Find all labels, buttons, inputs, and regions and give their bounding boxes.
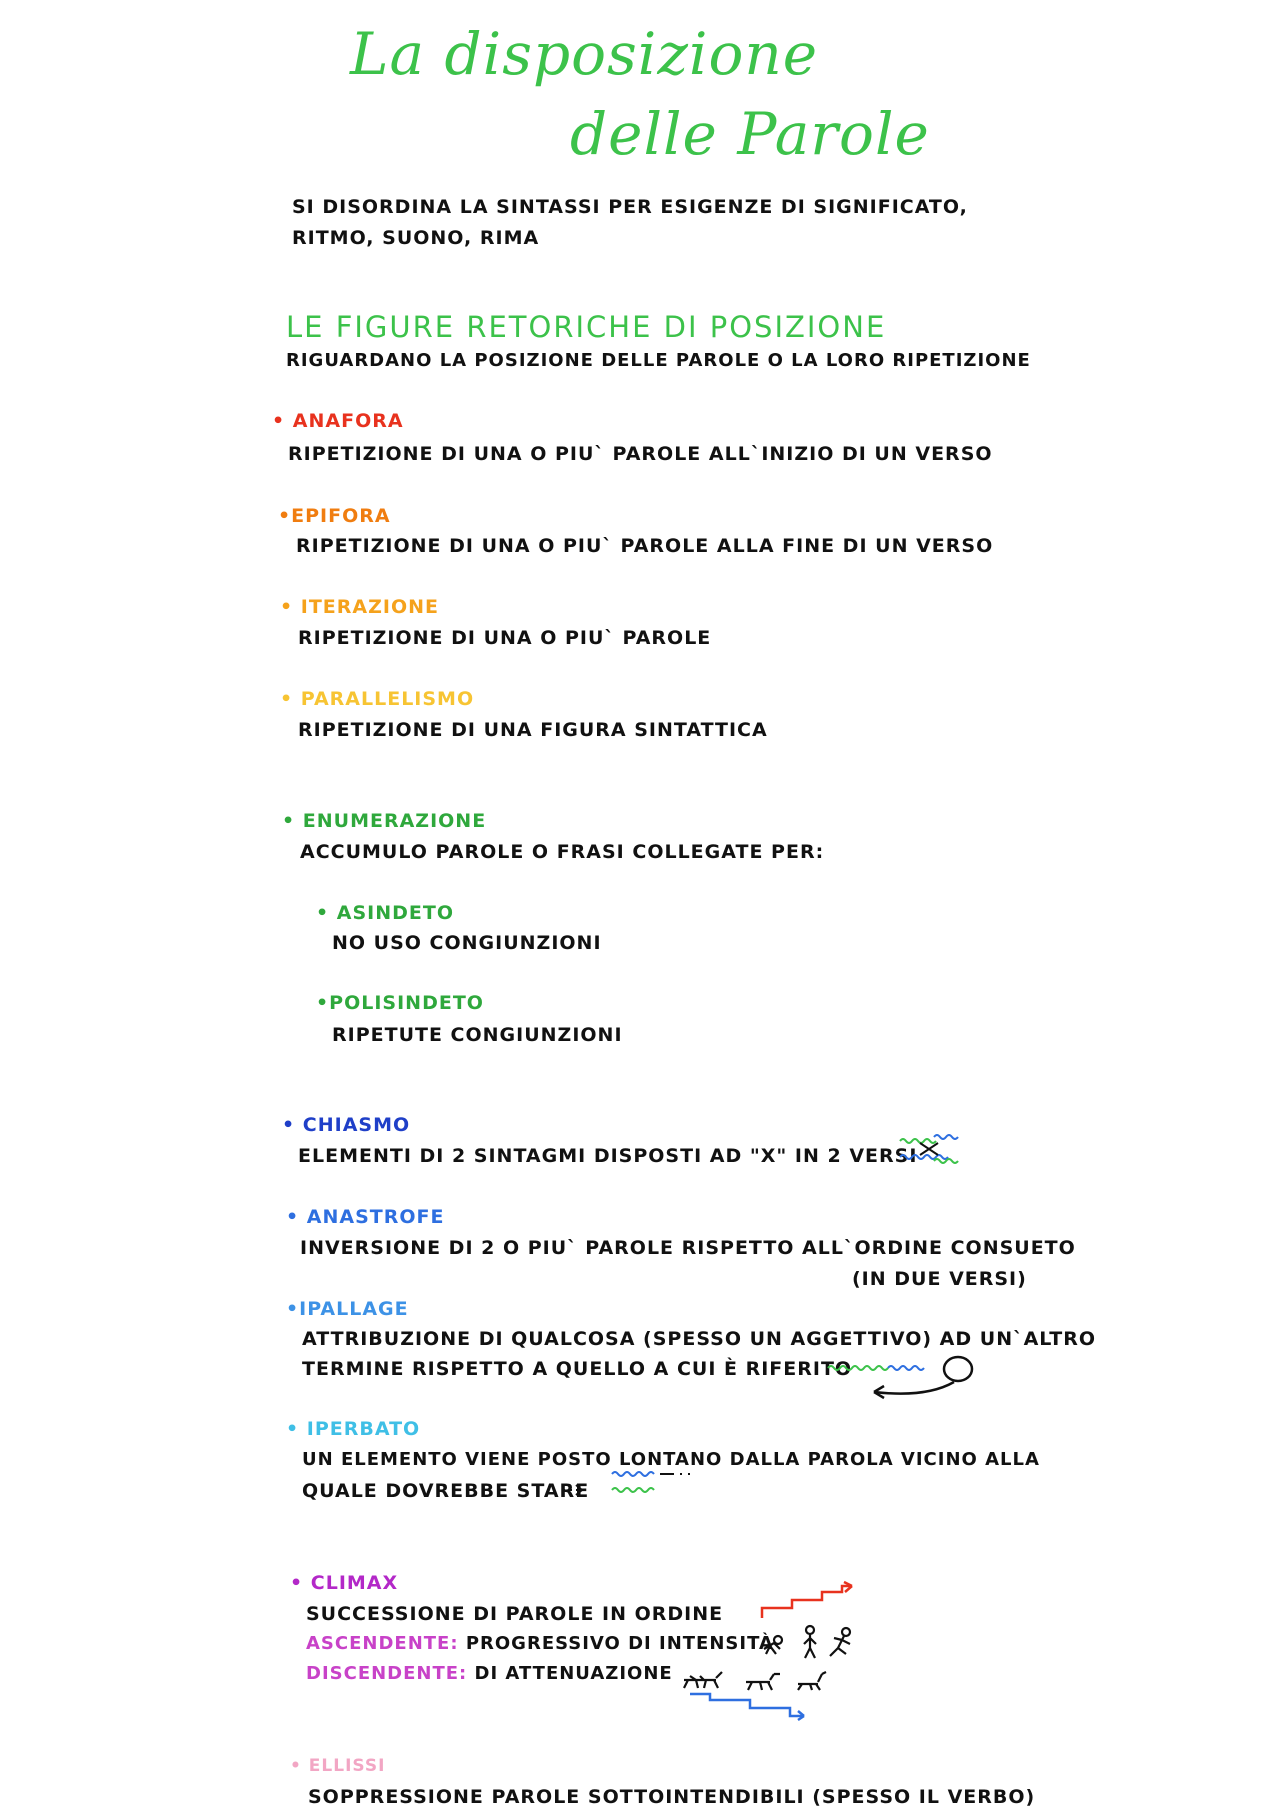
ipallage-arrow-icon <box>826 1352 976 1400</box>
anafora-desc: RIPETIZIONE DI UNA O PIU` PAROLE ALL`INIZIO DI UN VERSO <box>288 443 993 465</box>
epifora-heading <box>278 505 391 527</box>
climax-stairs-icon <box>670 1580 880 1720</box>
iperbato-desc: UN ELEMENTO VIENE POSTO LONTANO DALLA PAROLA VICINO ALLA <box>302 1449 1040 1470</box>
iperbato-name: IPERBATO <box>306 1418 421 1440</box>
enumerazione-heading <box>282 810 486 832</box>
intro-line-1: SI DISORDINA LA SINTASSI PER ESIGENZE DI SIGNIFICATO, <box>292 196 968 218</box>
ascendente-label: ASCENDENTE: <box>306 1633 459 1654</box>
bullet-dot: • <box>316 992 330 1014</box>
epifora-desc: RIPETIZIONE DI UNA O PIU` PAROLE ALLA FINE DI UN VERSO <box>296 535 994 557</box>
bullet-dot: • <box>280 688 294 710</box>
polisindeto-name: POLISINDETO <box>329 992 484 1014</box>
ellissi-name: ELLISSI <box>308 1756 386 1776</box>
chiasmo-heading <box>282 1114 410 1136</box>
discendente-label: DISCENDENTE: <box>306 1663 468 1684</box>
bullet-dot: • <box>282 1114 296 1136</box>
bullet-dot: • <box>286 1206 300 1228</box>
bullet-dot: • <box>316 902 330 924</box>
ipallage-heading <box>286 1298 409 1320</box>
ipallage-desc: ATTRIBUZIONE DI QUALCOSA (SPESSO UN AGGETTIVO) AD UN`ALTRO <box>302 1328 1096 1350</box>
bullet-dot: • <box>278 505 292 527</box>
asindeto-desc: NO USO CONGIUNZIONI <box>332 932 602 954</box>
ellissi-heading <box>290 1756 385 1776</box>
climax-name: CLIMAX <box>310 1572 399 1594</box>
ascendente-desc: PROGRESSIVO DI INTENSITÀ <box>465 1633 774 1654</box>
climax-heading <box>290 1572 398 1594</box>
parallelismo-desc: RIPETIZIONE DI UNA FIGURA SINTATTICA <box>298 719 768 741</box>
bullet-dot: • <box>290 1756 302 1776</box>
title-line-2: delle Parole <box>570 100 930 168</box>
ipallage-desc-2: TERMINE RISPETTO A QUELLO A CUI È RIFERITO <box>302 1358 853 1380</box>
anastrofe-desc: INVERSIONE DI 2 O PIU` PAROLE RISPETTO ALL`ORDINE CONSUETO <box>300 1237 1076 1259</box>
climax-figures-icon <box>684 1626 850 1690</box>
ipallage-name: IPALLAGE <box>299 1298 409 1320</box>
climax-desc: SUCCESSIONE DI PAROLE IN ORDINE <box>306 1603 724 1625</box>
iterazione-desc: RIPETIZIONE DI UNA O PIU` PAROLE <box>298 627 712 649</box>
enumerazione-name: ENUMERAZIONE <box>302 810 487 832</box>
iperbato-heading <box>286 1418 420 1440</box>
climax-discendente <box>306 1663 673 1684</box>
asindeto-heading <box>316 902 454 924</box>
title-line-1: La disposizione <box>350 20 819 88</box>
anastrofe-desc-2: (IN DUE VERSI) <box>852 1268 1027 1290</box>
iterazione-heading <box>280 596 439 618</box>
anastrofe-heading <box>286 1206 444 1228</box>
intro-line-2: RITMO, SUONO, RIMA <box>292 227 540 249</box>
iperbato-desc-2: QUALE DOVREBBE STARE <box>302 1480 590 1502</box>
asindeto-name: ASINDETO <box>336 902 455 924</box>
chiasmo-name: CHIASMO <box>302 1114 411 1136</box>
polisindeto-desc: RIPETUTE CONGIUNZIONI <box>332 1024 623 1046</box>
section-heading: LE FIGURE RETORICHE DI POSIZIONE <box>286 310 887 344</box>
bullet-dot: • <box>280 596 294 618</box>
bullet-dot: • <box>286 1418 300 1440</box>
iterazione-name: ITERAZIONE <box>300 596 440 618</box>
iperbato-arrow-icon <box>562 1468 712 1500</box>
anastrofe-name: ANASTROFE <box>306 1206 445 1228</box>
section-subheading: RIGUARDANO LA POSIZIONE DELLE PAROLE O LA LORO RIPETIZIONE <box>286 350 1031 371</box>
bullet-dot: • <box>286 1298 300 1320</box>
parallelismo-heading <box>280 688 474 710</box>
polisindeto-heading <box>316 992 484 1014</box>
bullet-dot: • <box>272 410 286 432</box>
parallelismo-name: PARALLELISMO <box>300 688 475 710</box>
anafora-name: ANAFORA <box>292 410 404 432</box>
ellissi-desc: SOPPRESSIONE PAROLE SOTTOINTENDIBILI (SPESSO IL VERBO) <box>308 1786 1036 1808</box>
bullet-dot: • <box>282 810 296 832</box>
anafora-heading <box>272 410 404 432</box>
chiasmo-desc: ELEMENTI DI 2 SINTAGMI DISPOSTI AD "X" IN 2 VERSI <box>298 1145 918 1167</box>
bullet-dot: • <box>290 1572 304 1594</box>
discendente-desc: DI ATTENUAZIONE <box>474 1663 673 1684</box>
enumerazione-desc: ACCUMULO PAROLE O FRASI COLLEGATE PER: <box>300 841 825 863</box>
chiasmo-cross-icon <box>898 1135 962 1165</box>
epifora-name: EPIFORA <box>291 505 391 527</box>
